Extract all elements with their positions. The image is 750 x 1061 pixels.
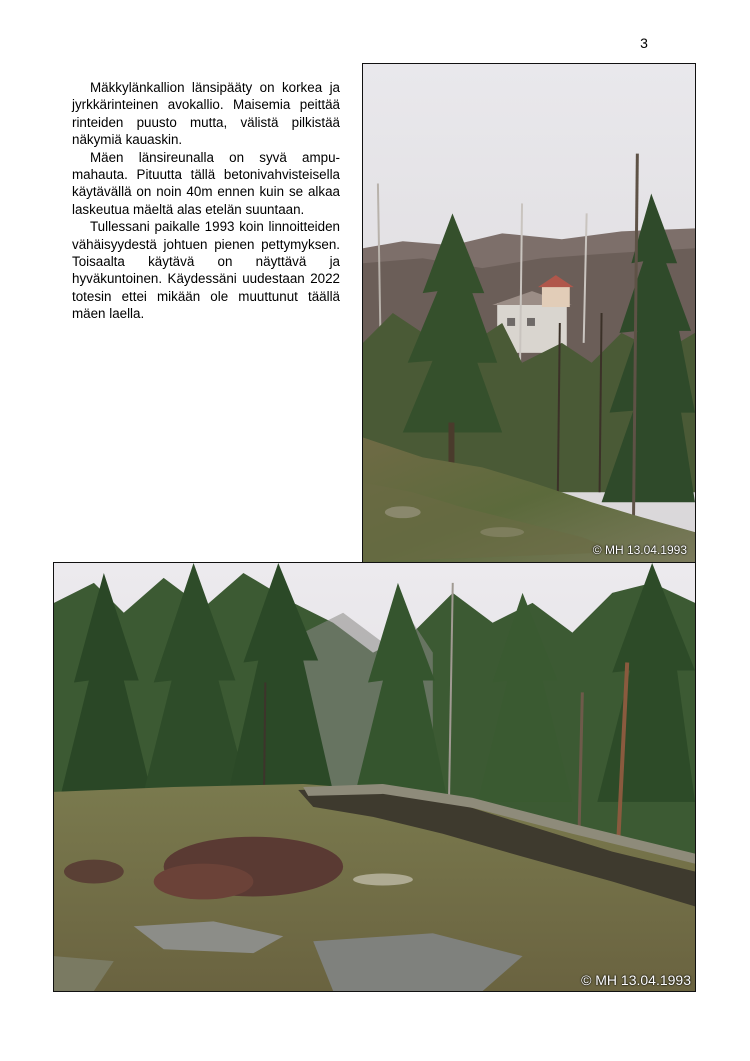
photo-trench-view-image: [54, 563, 695, 991]
paragraph-3: Tullessani paikalle 1993 koin linnoitteiden vähäisyydestä johtuen pienen pettymyksen. Toisaalta käytävä on näyttävä ja hyväkuntoinen. Käydessäni uudestaan 2022 totesin ettei mikään ole muuttunut täällä mäen laella.: [72, 219, 340, 322]
photo-credit-bottom: © MH 13.04.1993: [581, 972, 691, 988]
photo-credit-top: © MH 13.04.1993: [592, 543, 687, 557]
photo-hilltop-view: [362, 63, 696, 563]
page-number: 3: [640, 35, 648, 51]
photo-hilltop-view-image: [363, 64, 695, 562]
photo-trench-view: [53, 562, 696, 992]
body-text: [72, 79, 340, 323]
paragraph-2: Mäen länsireunalla on syvä ampumahauta. Pituutta tällä betonivahvisteisella käytävällä on noin 40m ennen kuin se alkaa laskeutua mäeltä alas etelän suuntaan.: [72, 149, 340, 217]
paragraph-1: Mäkkylänkallion länsipääty on korkea ja jyrkkärinteinen avokallio. Maisemia peittää rinteiden puusto mutta, välistä pilkistää näkymiä kauaskin.: [72, 80, 340, 148]
